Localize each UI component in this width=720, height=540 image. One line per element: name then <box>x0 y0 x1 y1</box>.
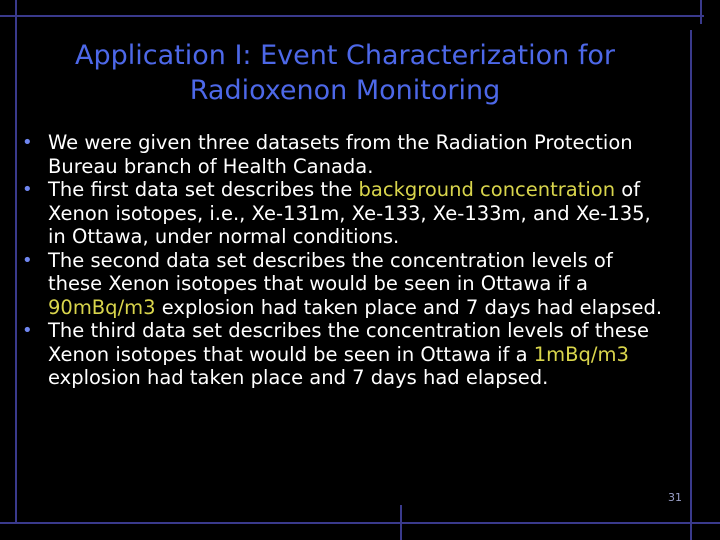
bullet-highlight-text: 90mBq/m3 <box>48 295 156 319</box>
decor-line-bottom-tick <box>400 505 402 540</box>
bullet-text: of Xenon isotopes, i.e., Xe-131m, Xe-133, Xe-133m, and Xe-135, in Ottawa, under normal conditions. <box>48 178 651 248</box>
bullet-dot-icon: • <box>22 179 33 200</box>
bullet-text: explosion had taken place and 7 days had elapsed. <box>155 295 663 319</box>
slide-title-line-2: Radioxenon Monitoring <box>189 75 501 106</box>
decor-line-bottom <box>0 522 720 524</box>
bullet-list <box>22 131 672 390</box>
bullet-text: The first data set describes the <box>48 178 359 201</box>
bullet-text: The second data set describes the concentration levels of these Xenon isotopes that would be seen in Ottawa if a <box>48 248 613 295</box>
bullet-dot-icon: • <box>22 320 33 341</box>
bullet-dot-icon: • <box>22 249 33 271</box>
slide-title <box>40 38 650 108</box>
bullet-item <box>22 131 672 178</box>
decor-line-right <box>690 30 692 540</box>
bullet-highlight-text: background concentration <box>358 178 616 201</box>
decor-line-left <box>15 0 17 524</box>
bullet-text: We were given three datasets from the Radiation Protection Bureau branch of Health Canada. <box>48 131 633 178</box>
bullet-dot-icon: • <box>22 132 33 153</box>
decor-line-top <box>0 15 704 17</box>
decor-line-top-tick <box>700 0 702 24</box>
slide-title-line-1: Application I: Event Characterization for <box>75 40 615 71</box>
bullet-item <box>22 249 672 320</box>
slide-number: 31 <box>668 491 682 504</box>
bullet-text: The third data set describes the concentration levels of these Xenon isotopes that would be seen in Ottawa if a <box>48 319 650 366</box>
bullet-item <box>22 319 672 390</box>
bullet-item <box>22 178 672 249</box>
bullet-highlight-text: 1mBq/m3 <box>533 342 629 366</box>
bullet-text: explosion had taken place and 7 days had elapsed. <box>48 366 549 389</box>
